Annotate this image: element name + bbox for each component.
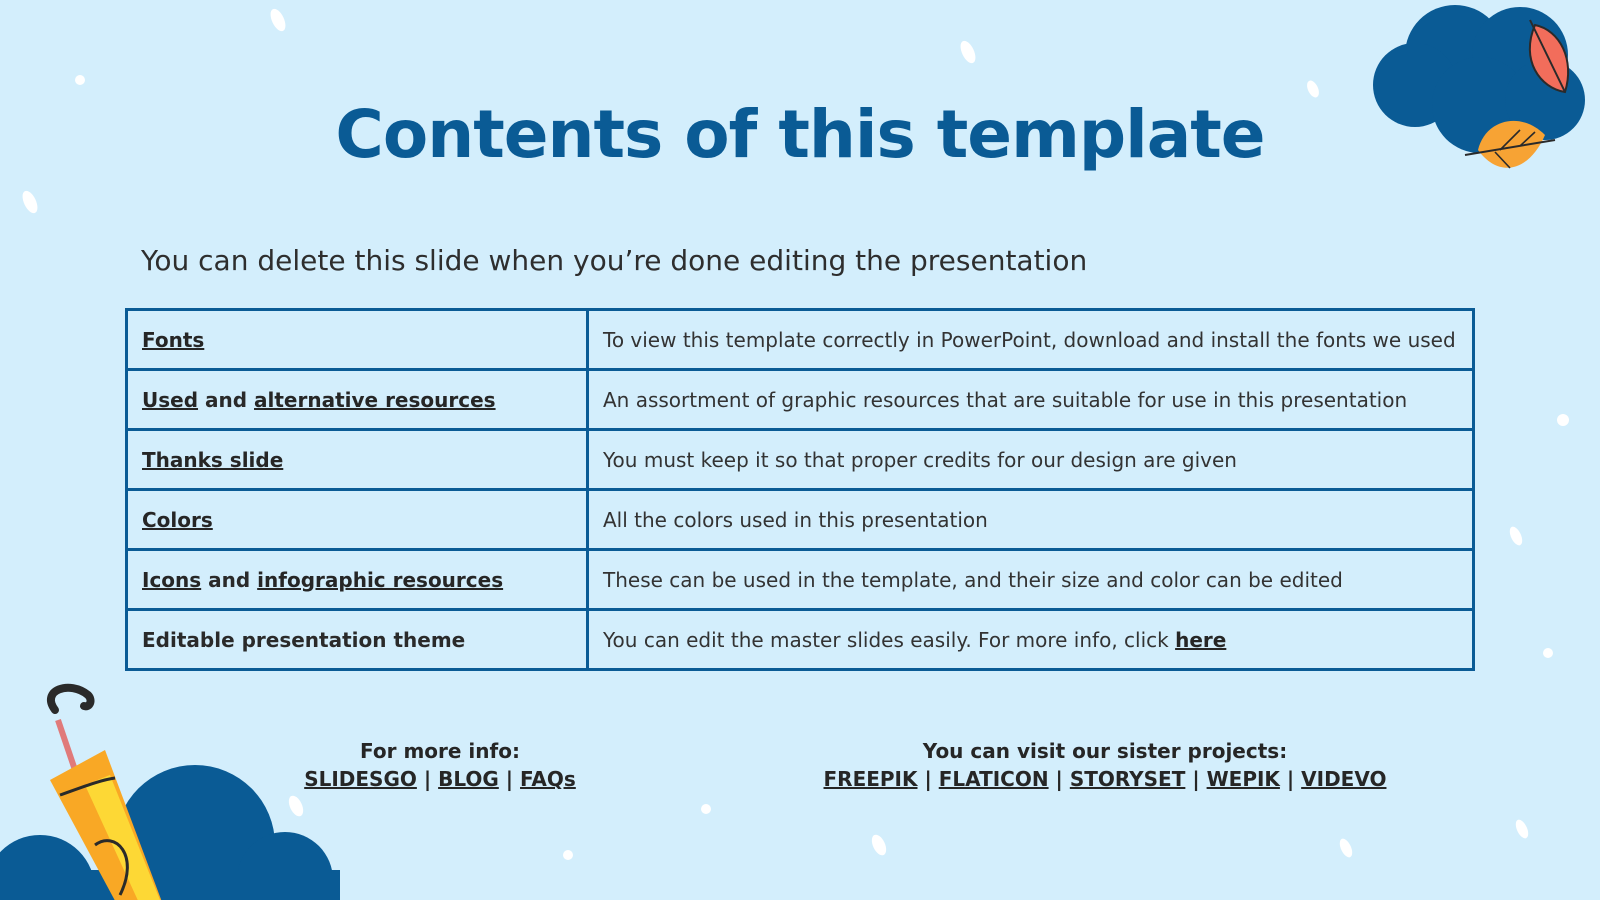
footer-more-info-links xyxy=(270,765,610,793)
link-separator: | xyxy=(1185,767,1207,791)
alternative-resources-link[interactable]: alternative resources xyxy=(254,387,496,412)
contents-table xyxy=(125,308,1475,671)
here-link[interactable]: here xyxy=(1175,627,1227,652)
link-separator: | xyxy=(1279,767,1302,791)
row-description xyxy=(588,610,1474,670)
link-separator: | xyxy=(1048,767,1070,791)
footer-sister-projects-links xyxy=(820,765,1390,793)
row-label-connector: and xyxy=(201,567,258,592)
footer-sister-projects-heading: You can visit our sister projects: xyxy=(922,739,1288,763)
page-subtitle: You can delete this slide when you’re done editing the presentation xyxy=(141,244,1088,277)
link-separator: | xyxy=(498,767,521,791)
used-resources-link[interactable]: Used xyxy=(142,387,199,412)
link-separator: | xyxy=(416,767,439,791)
icons-link[interactable]: Icons xyxy=(142,567,202,592)
row-description: These can be used in the template, and their size and color can be edited xyxy=(588,550,1474,610)
flaticon-link[interactable]: FLATICON xyxy=(938,767,1049,791)
videvo-link[interactable]: VIDEVO xyxy=(1301,767,1387,791)
row-label-connector: and xyxy=(198,387,255,412)
freepik-link[interactable]: FREEPIK xyxy=(823,767,918,791)
fonts-link[interactable]: Fonts xyxy=(142,327,205,352)
colors-link[interactable]: Colors xyxy=(142,507,213,532)
table-row xyxy=(127,370,1474,430)
table-row xyxy=(127,550,1474,610)
page-title: Contents of this template xyxy=(335,96,1265,173)
row-label xyxy=(127,550,588,610)
row-label xyxy=(127,310,588,370)
footer-more-info xyxy=(270,737,610,793)
wepik-link[interactable]: WEPIK xyxy=(1206,767,1280,791)
row-label: Editable presentation theme xyxy=(127,610,588,670)
footer-more-info-heading: For more info: xyxy=(360,739,520,763)
link-separator: | xyxy=(917,767,939,791)
table-row xyxy=(127,610,1474,670)
row-description-text: You can edit the master slides easily. For more info, click xyxy=(603,627,1176,652)
row-description: To view this template correctly in PowerPoint, download and install the fonts we used xyxy=(588,310,1474,370)
infographic-resources-link[interactable]: infographic resources xyxy=(257,567,504,592)
storyset-link[interactable]: STORYSET xyxy=(1069,767,1186,791)
blog-link[interactable]: BLOG xyxy=(438,767,499,791)
row-description: An assortment of graphic resources that are suitable for use in this presentation xyxy=(588,370,1474,430)
row-description: All the colors used in this presentation xyxy=(588,490,1474,550)
row-description: You must keep it so that proper credits for our design are given xyxy=(588,430,1474,490)
thanks-slide-link[interactable]: Thanks slide xyxy=(142,447,284,472)
slidesgo-link[interactable]: SLIDESGO xyxy=(304,767,417,791)
table-row xyxy=(127,430,1474,490)
table-row xyxy=(127,490,1474,550)
faqs-link[interactable]: FAQs xyxy=(520,767,576,791)
row-label xyxy=(127,430,588,490)
table-row xyxy=(127,310,1474,370)
row-label xyxy=(127,370,588,430)
footer-sister-projects xyxy=(820,737,1390,793)
row-label xyxy=(127,490,588,550)
